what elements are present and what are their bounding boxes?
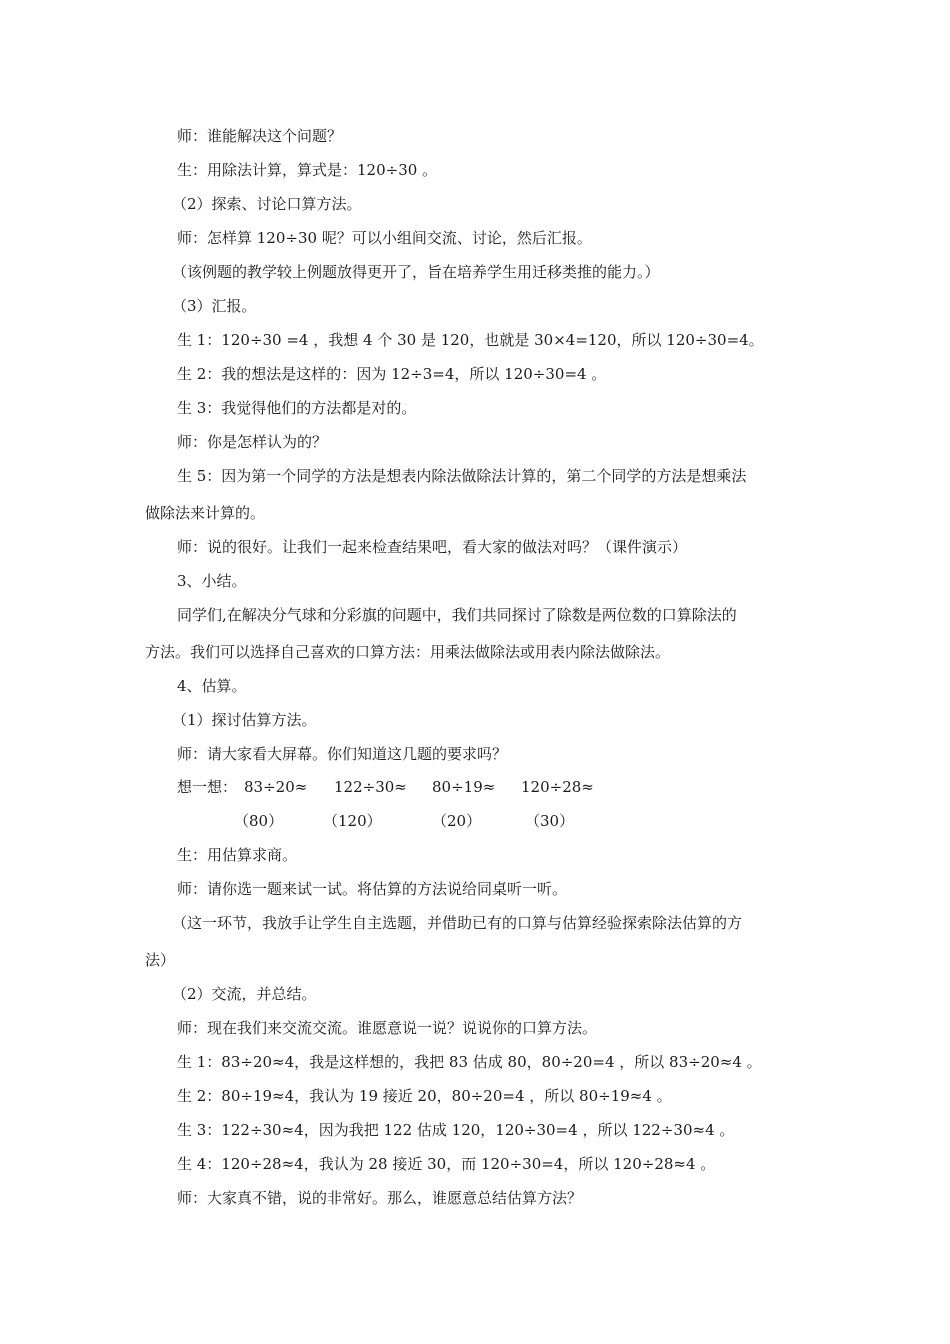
exercise-answer: （20）: [432, 812, 482, 830]
exercise-answer: （120）: [323, 812, 382, 830]
paragraph: 生 2：我的想法是这样的：因为 12÷3=4，所以 120÷30=4 。: [177, 365, 607, 383]
paragraph: （2）交流，并总结。: [172, 985, 317, 1003]
paragraph: 生 4：120÷28≈4，我认为 28 接近 30，而 120÷30=4，所以 120÷28≈4 。: [177, 1155, 716, 1173]
paragraph: 生 1：120÷30 =4 ，我想 4 个 30 是 120，也就是 30×4=120，所以 120÷30=4。: [177, 331, 764, 349]
paragraph: （该例题的教学较上例题放得更开了，旨在培养学生用迁移类推的能力。）: [172, 263, 660, 281]
paragraph: 生 2：80÷19≈4，我认为 19 接近 20，80÷20=4 ，所以 80÷19≈4 。: [177, 1087, 672, 1105]
paragraph: （2）探索、讨论口算方法。: [172, 195, 362, 213]
paragraph: 生 3：122÷30≈4，因为我把 122 估成 120，120÷30=4 ，所以 122÷30≈4 。: [177, 1121, 735, 1139]
paragraph: 生 3：我觉得他们的方法都是对的。: [177, 399, 417, 417]
paragraph: 师：你是怎样认为的？: [177, 433, 328, 451]
exercise-problem: 80÷19≈: [432, 778, 496, 796]
exercise-answer: （30）: [525, 812, 575, 830]
exercise-problem: 120÷28≈: [521, 778, 594, 796]
paragraph: 生：用估算求商。: [177, 846, 298, 864]
section-heading: 4、估算。: [177, 677, 247, 695]
paragraph-continuation: 做除法来计算的。: [145, 504, 266, 522]
exercise-label: 想一想：: [177, 778, 238, 796]
paragraph-continuation: 方法。我们可以选择自己喜欢的口算方法：用乘法做除法或用表内除法做除法。: [145, 643, 671, 661]
exercise-problem: 83÷20≈: [244, 778, 308, 796]
exercise-answer: （80）: [234, 812, 284, 830]
paragraph: 同学们,在解决分气球和分彩旗的问题中，我们共同探讨了除数是两位数的口算除法的: [177, 606, 737, 624]
paragraph: 生 1：83÷20≈4，我是这样想的，我把 83 估成 80，80÷20=4 ，所以 83÷20≈4 。: [177, 1053, 762, 1071]
paragraph: 师：大家真不错，说的非常好。那么，谁愿意总结估算方法？: [177, 1189, 583, 1207]
paragraph: （1）探讨估算方法。: [172, 711, 317, 729]
exercise-problem: 122÷30≈: [334, 778, 407, 796]
paragraph: 师：怎样算 120÷30 呢？可以小组间交流、讨论，然后汇报。: [177, 229, 592, 247]
paragraph: 师：说的很好。让我们一起来检查结果吧，看大家的做法对吗？（课件演示）: [177, 538, 688, 556]
section-heading: 3、小结。: [177, 572, 247, 590]
paragraph: 师：请你选一题来试一试。将估算的方法说给同桌听一听。: [177, 880, 568, 898]
paragraph-continuation: 法）: [145, 951, 176, 969]
paragraph: 生 5：因为第一个同学的方法是想表内除法做除法计算的，第二个同学的方法是想乘法: [177, 467, 747, 485]
paragraph: 生：用除法计算，算式是：120÷30 。: [177, 161, 438, 179]
paragraph: 师：谁能解决这个问题？: [177, 127, 343, 145]
paragraph: 师：现在我们来交流交流。谁愿意说一说？说说你的口算方法。: [177, 1019, 598, 1037]
paragraph: （3）汇报。: [172, 297, 257, 315]
paragraph: 师：请大家看大屏幕。你们知道这几题的要求吗？: [177, 745, 508, 763]
paragraph: （这一环节，我放手让学生自主选题，并借助已有的口算与估算经验探索除法估算的方: [172, 914, 743, 932]
